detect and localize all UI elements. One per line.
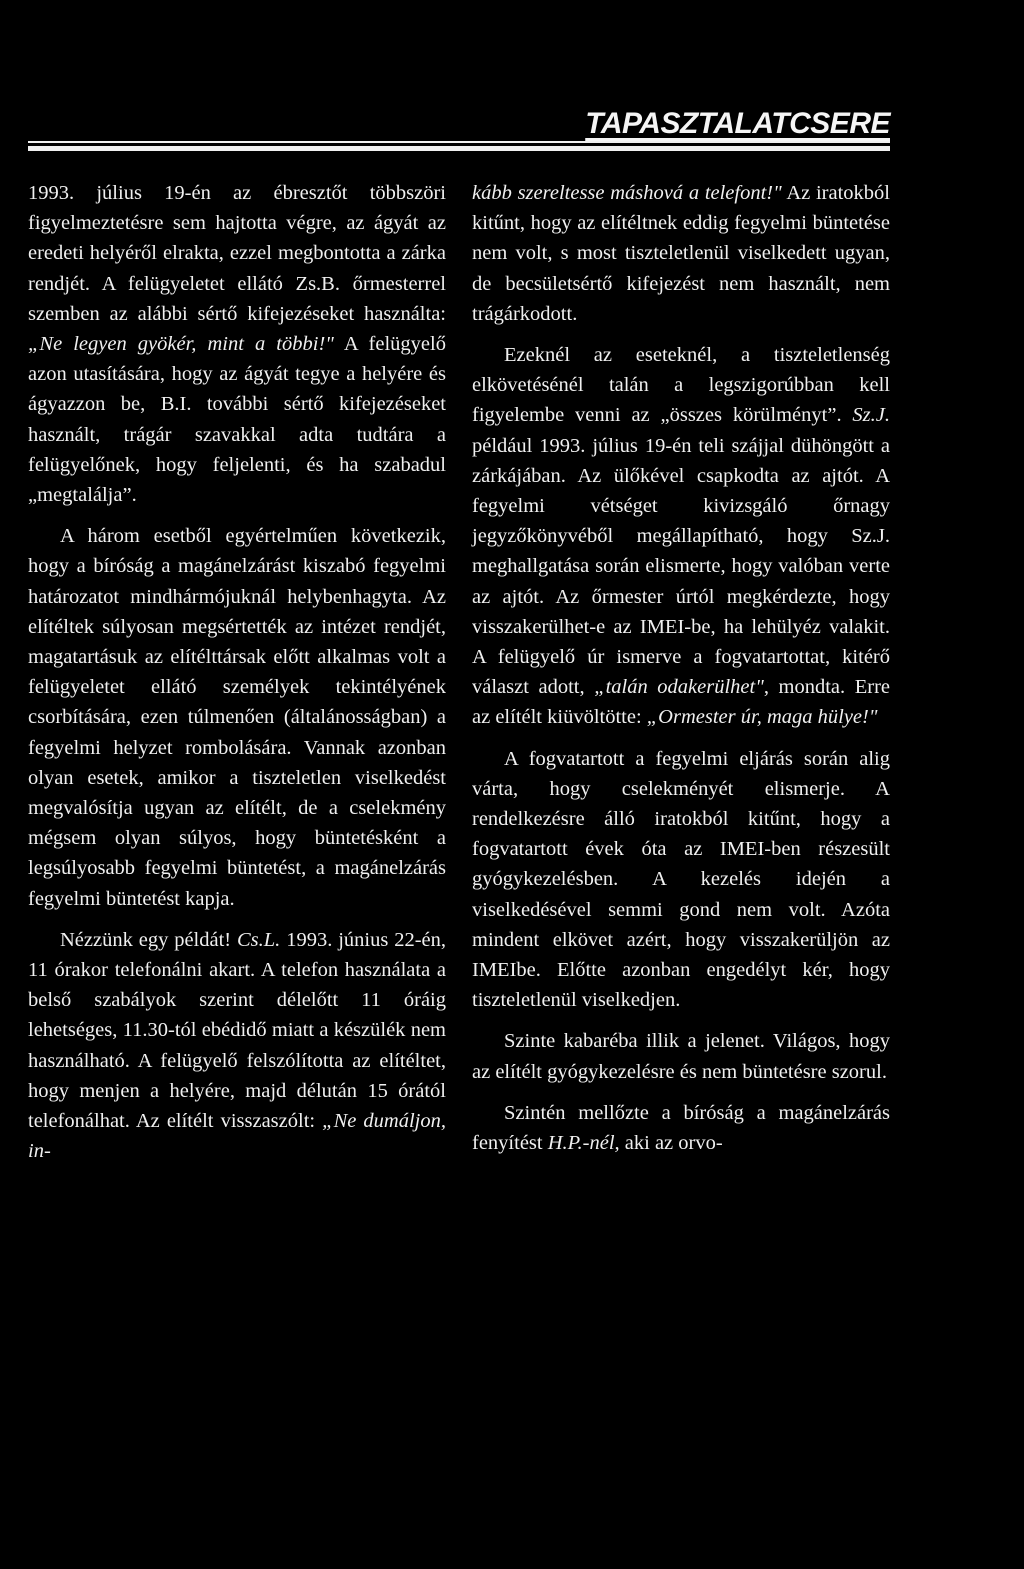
- left-column: [28, 178, 446, 1178]
- paragraph: Szinte kabaréba illik a jelenet. Világos, hogy az elítélt gyógykezelésre és nem büntetésre szorul.: [472, 1030, 890, 1083]
- page-header: [28, 103, 890, 153]
- paragraph: 1993. július 19-én az ébresztőt többszöri figyelmeztetésre sem hajtotta végre, az ágyát az eredeti helyéről elrakta, ezzel megbontotta a zárka rendjét. A felügyeletet ellátó Zs.B. őrmesterrel szemben az alábbi sértő kifejezéseket használta: „Ne legyen gyökér, mint a többi!" A felügyelő azon utasítására, hogy az ágyát tegye a helyére és ágyazzon be, B.I. további sértő kifejezéseket használt, trágár szavakkal adta tudtára a felügyelőnek, hogy feljelenti, és ha szabadul „megtalálja”.: [28, 182, 446, 507]
- right-column: [472, 178, 890, 1169]
- paragraph: kább szereltesse máshová a telefont!" Az iratokból kitűnt, hogy az elítéltnek eddig fegyelmi büntetése nem volt, s most tiszteletlenül viselkedett ugyan, de becsületsértő kifejezést nem használt, nem trágárkodott.: [472, 182, 890, 325]
- header-rule-thick: [28, 146, 890, 151]
- paragraph: A fogvatartott a fegyelmi eljárás során alig várta, hogy cselekményét elismerje. A rendelkezésre álló iratokból kitűnt, hogy a fogvatartott évek óta az IMEI-ben részesült gyógykezelésben. A kezelés idején a viselkedésével semmi gond nem volt. Azóta mindent elkövet azért, hogy visszakerüljön az IMEIbe. Előtte azonban engedélyt kér, hogy tiszteletlenül viselkedjen.: [472, 747, 890, 1012]
- paragraph: Nézzünk egy példát! Cs.L. 1993. június 22-én, 11 órakor telefonálni akart. A telefon használata a belső szabályok szerint délelőtt 11 óráig lehetséges, 11.30-tól ebédidő miatt a készülék nem használható. A felügyelő felszólította az elítéltet, hogy menjen a helyére, majd délután 15 órától telefonálhat. Az elítélt visszaszólt: „Ne dumáljon, in-: [28, 928, 446, 1163]
- paragraph: Szintén mellőzte a bíróság a magánelzárás fenyítést H.P.-nél, aki az orvo-: [472, 1101, 890, 1155]
- header-rule-thin: [28, 141, 890, 143]
- paragraph: A három esetből egyértelműen következik, hogy a bíróság a magánelzárást kiszabó fegyelmi határozatot mindhármójuknál helybenhagyta. Az elítéltek súlyosan megsértették az intézet rendjét, magatartásuk az elítélttársak előtt alkalmas volt a felügyeletet ellátó személyek tekintélyének csorbítására, ezen túlmenően (általánosságban) a fegyelmi helyzet rombolására. Vannak azonban olyan esetek, amikor a tiszteletlen viselkedést megvalósítja ugyan az elítélt, de a cselekmény mégsem olyan súlyos, hogy büntetésként a legsúlyosabb fegyelmi büntetést, a magánelzárás fegyelmi büntetést kapja.: [28, 525, 446, 910]
- section-title: TAPASZTALATCSERE: [585, 107, 890, 140]
- paragraph: Ezeknél az eseteknél, a tiszteletlenség elkövetésénél talán a legszigorúbban kell figyelembe venni az „összes körülményt”. Sz.J. például 1993. július 19-én teli szájjal dühöngött a zárkájában. Az ülőkével csapkodta az ajtót. A fegyelmi vétséget kivizsgáló őrnagy jegyzőkönyvéből megállapítható, hogy Sz.J. meghallgatása során elismerte, hogy valóban verte az ajtót. Az őrmester úrtól megkérdezte, hogy visszakerülhet-e az IMEI-be, ha lehülyéz valakit. A felügyelő úr ismerve a fogvatartottat, kitérő választ adott, „talán odakerülhet", mondta. Erre az elítélt kiüvöltötte: „Ormester úr, maga hülye!": [472, 344, 891, 729]
